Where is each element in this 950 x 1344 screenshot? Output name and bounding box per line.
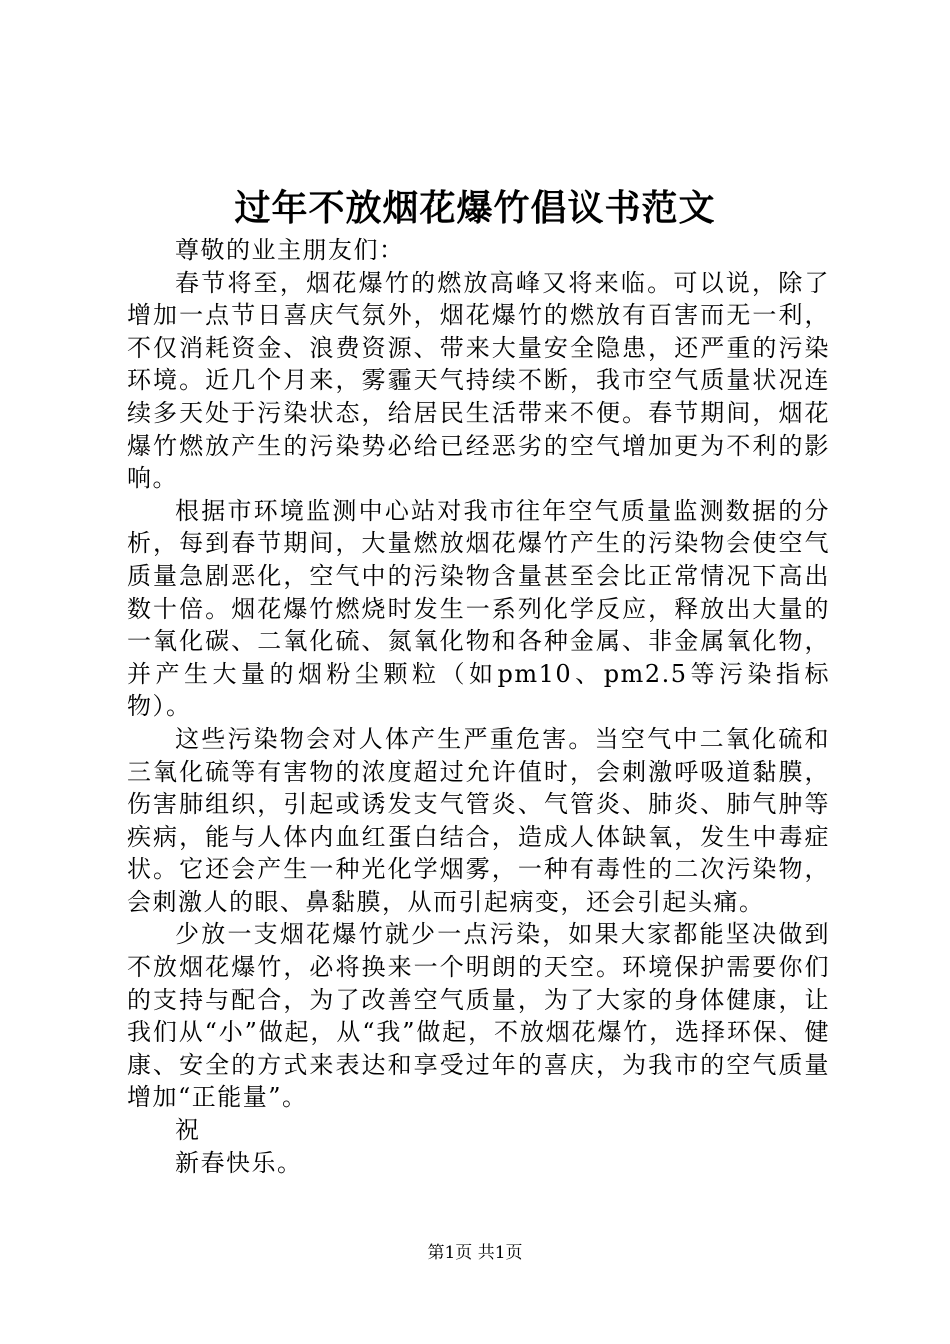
- document-title: 过年不放烟花爆竹倡议书范文: [234, 187, 716, 229]
- paragraph-4: 少放一支烟花爆竹就少一点污染，如果大家都能坚决做到不放烟花爆竹，必将换来一个明朗的天空。环境保护需要你们的支持与配合，为了改善空气质量，为了大家的身体健康，让我们从“小”做起，从“我”做起，不放烟花爆竹，选择环保、健康、安全的方式来表达和享受过年的喜庆，为我市的空气质量增加“正能量”。: [127, 920, 830, 1112]
- page-footer: 第1页 共1页: [427, 1243, 523, 1263]
- salutation: 尊敬的业主朋友们：: [175, 236, 405, 264]
- paragraph-1: 春节将至，烟花爆竹的燃放高峰又将来临。可以说，除了增加一点节日喜庆气氛外，烟花爆竹的燃放有百害而无一利，不仅消耗资金、浪费资源、带来大量安全隐患，还严重的污染环境。近几个月来，雾霾天气持续不断，我市空气质量状况连续多天处于污染状态，给居民生活带来不便。春节期间，烟花爆竹燃放产生的污染势必给已经恶劣的空气增加更为不利的影响。: [127, 268, 830, 493]
- closing-wish: 祝: [175, 1116, 201, 1145]
- paragraph-3: 这些污染物会对人体产生严重危害。当空气中二氧化硫和三氧化硫等有害物的浓度超过允许值时，会刺激呼吸道黏膜，伤害肺组织，引起或诱发支气管炎、气管炎、肺炎、肺气肿等疾病，能与人体内血红蛋白结合，造成人体缺氧，发生中毒症状。它还会产生一种光化学烟雾，一种有毒性的二次污染物，会刺激人的眼、鼻黏膜，从而引起病变，还会引起头痛。: [127, 724, 830, 916]
- paragraph-2: 根据市环境监测中心站对我市往年空气质量监测数据的分析，每到春节期间，大量燃放烟花爆竹产生的污染物会使空气质量急剧恶化，空气中的污染物含量甚至会比正常情况下高出数十倍。烟花爆竹燃烧时发生一系列化学反应，释放出大量的一氧化碳、二氧化硫、氮氧化物和各种金属、非金属氧化物，并产生大量的烟粉尘颗粒（如pm10、pm2.5等污染指标物）。: [127, 496, 830, 721]
- closing-greeting: 新春快乐。: [175, 1148, 303, 1177]
- document-body: [127, 234, 830, 1179]
